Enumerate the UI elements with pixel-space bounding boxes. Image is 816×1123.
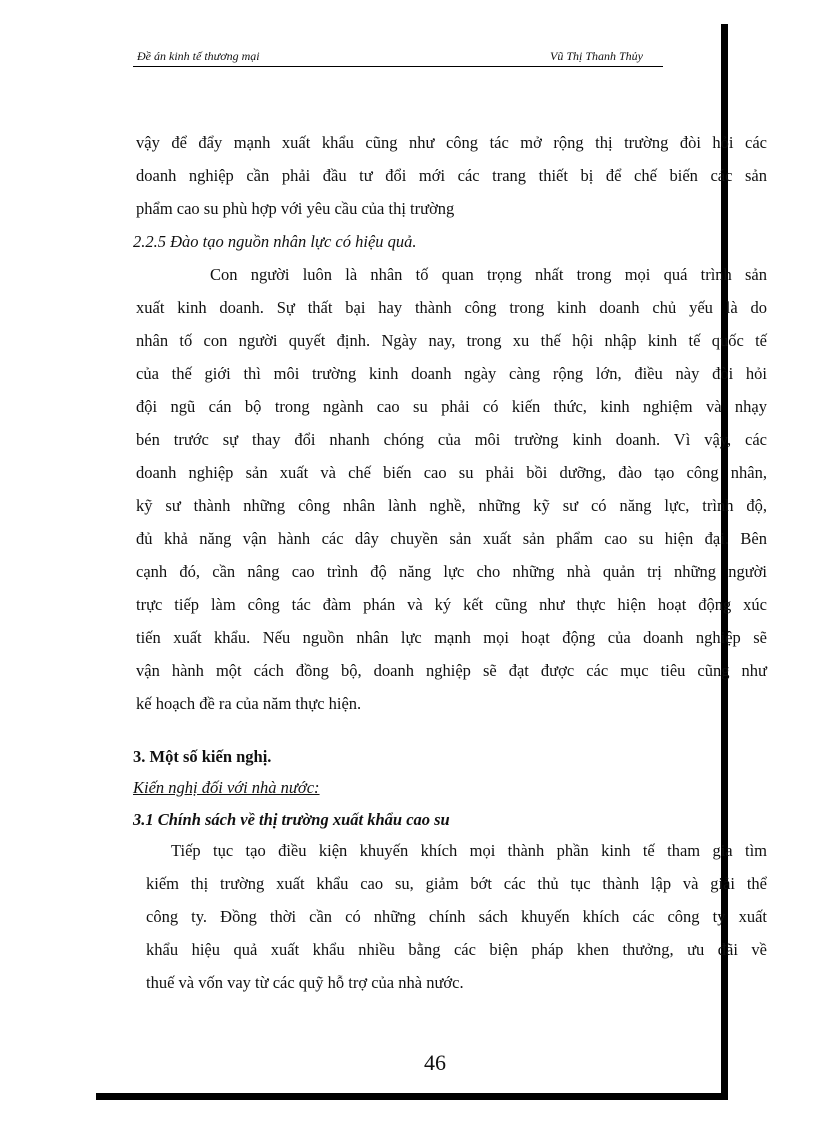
text-line: kỹ sư thành những công nhân lành nghề, những kỹ sư có năng lực, trình độ, <box>136 496 767 515</box>
text-line: xuất kinh doanh. Sự thất bại hay thành công trong kinh doanh chủ yếu là do <box>136 298 767 317</box>
text-line: Tiếp tục tạo điều kiện khuyến khích mọi thành phần kinh tế tham gia tìm <box>171 841 767 860</box>
header-author: Vũ Thị Thanh Thủy <box>550 49 644 63</box>
text-line: bén trước sự thay đổi nhanh chóng của môi trường kinh doanh. Vì vậy, các <box>136 430 767 449</box>
text-line: đủ khả năng vận hành các dây chuyền sản xuất sản phẩm cao su hiện đại. Bên <box>136 529 767 548</box>
page-header <box>133 48 663 67</box>
text-line: phẩm cao su phù hợp với yêu cầu của thị trường <box>136 199 455 218</box>
text-line: trực tiếp làm công tác đàm phán và ký kết cũng như thực hiện hoạt động xúc <box>136 595 767 614</box>
text-line: doanh nghiệp sản xuất và chế biến cao su phải bồi dưỡng, đào tạo công nhân, <box>136 463 767 482</box>
section-heading-2-2-5: 2.2.5 Đào tạo nguồn nhân lực có hiệu quả. <box>133 232 417 251</box>
text-line: kiếm thị trường xuất khẩu cao su, giảm bớt các thủ tục thành lập và giải thể <box>146 874 767 893</box>
header-document-title: Đề án kinh tế thương mại <box>137 49 260 63</box>
text-line: thuế và vốn vay từ các quỹ hỗ trợ của nhà nước. <box>146 973 464 992</box>
text-line: kế hoạch đề ra của năm thực hiện. <box>136 694 362 713</box>
subheading-state-recommendations: Kiến nghị đối với nhà nước: <box>133 778 320 797</box>
section-heading-3: 3. Một số kiến nghị. <box>133 747 272 766</box>
text-line: công ty. Đồng thời cần có những chính sách khuyến khích các công ty xuất <box>146 907 767 926</box>
text-line: Con người luôn là nhân tố quan trọng nhất trong mọi quá trình sản <box>210 265 767 284</box>
text-line: doanh nghiệp cần phải đầu tư đổi mới các trang thiết bị để chế biến các sản <box>136 166 767 185</box>
text-line: tiến xuất khẩu. Nếu nguồn nhân lực mạnh mọi hoạt động của doanh nghiệp sẽ <box>136 628 767 647</box>
text-line: cạnh đó, cần nâng cao trình độ năng lực cho những nhà quản trị những người <box>136 562 767 581</box>
section-heading-3-1: 3.1 Chính sách về thị trường xuất khẩu cao su <box>133 810 450 829</box>
text-line: vậy để đẩy mạnh xuất khẩu cũng như công tác mở rộng thị trường đòi hỏi các <box>136 133 767 152</box>
text-line: vận hành một cách đồng bộ, doanh nghiệp sẽ đạt được các mục tiêu cũng như <box>136 661 767 680</box>
text-line: nhân tố con người quyết định. Ngày nay, trong xu thế hội nhập kinh tế quốc tế <box>136 331 767 350</box>
text-line: khẩu hiệu quả xuất khẩu nhiều bằng các biện pháp khen thưởng, ưu đãi về <box>146 940 767 959</box>
text-line: của thế giới thì môi trường kinh doanh ngày càng rộng lớn, điều này đòi hỏi <box>136 364 767 383</box>
text-line: đội ngũ cán bộ trong ngành cao su phải có kiến thức, kinh nghiệm và nhạy <box>136 397 767 416</box>
page-number: 46 <box>424 1050 446 1075</box>
